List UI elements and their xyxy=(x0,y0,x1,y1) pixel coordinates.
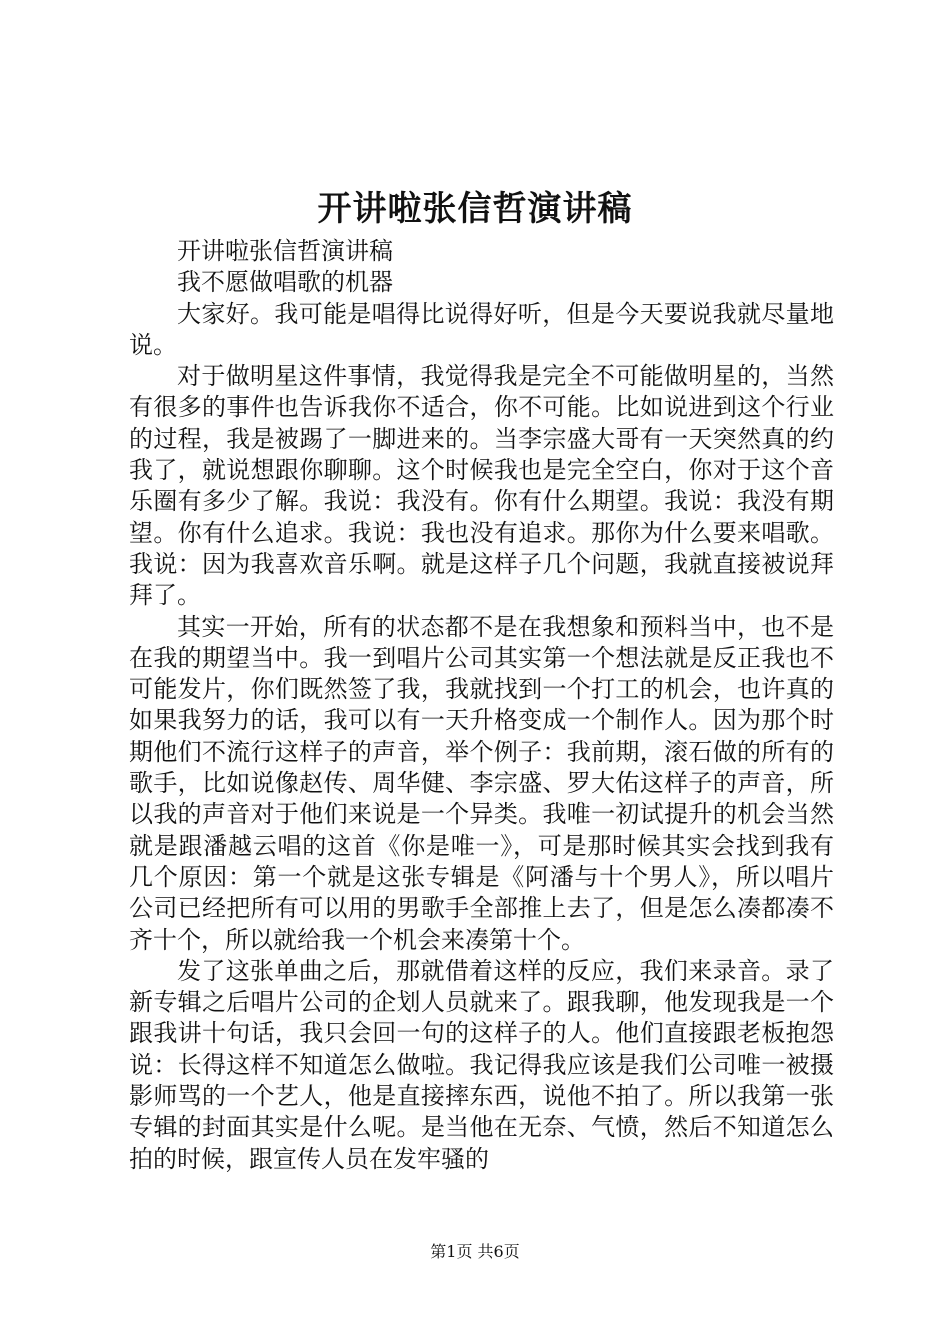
page-footer: 第1页 共6页 xyxy=(430,1242,520,1261)
document-body xyxy=(129,236,834,1175)
paragraph: 其实一开始，所有的状态都不是在我想象和预料当中，也不是在我的期望当中。我一到唱片公司其实第一个想法就是反正我也不可能发片，你们既然签了我，我就找到一个打工的机会，也许真的如果我努力的话，我可以有一天升格变成一个制作人。因为那个时期他们不流行这样子的声音，举个例子：我前期，滚石做的所有的歌手，比如说像赵传、周华健、李宗盛、罗大佑这样子的声音，所以我的声音对于他们来说是一个异类。我唯一初试提升的机会当然就是跟潘越云唱的这首《你是唯一》，可是那时候其实会找到我有几个原因：第一个就是这张专辑是《阿潘与十个男人》，所以唱片公司已经把所有可以用的男歌手全部推上去了，但是怎么凑都凑不齐十个，所以就给我一个机会来凑第十个。 xyxy=(129,612,834,954)
paragraph: 我不愿做唱歌的机器 xyxy=(177,268,393,297)
paragraph: 开讲啦张信哲演讲稿 xyxy=(177,237,393,265)
paragraph: 对于做明星这件事情，我觉得我是完全不可能做明星的，当然有很多的事件也告诉我你不适合，你不可能。比如说进到这个行业的过程，我是被踢了一脚进来的。当李宗盛大哥有一天突然真的约我了，就说想跟你聊聊。这个时候我也是完全空白，你对于这个音乐圈有多少了解。我说：我没有。你有什么期望。我说：我没有期望。你有什么追求。我说：我也没有追求。那你为什么要来唱歌。我说：因为我喜欢音乐啊。就是这样子几个问题，我就直接被说拜拜了。 xyxy=(129,362,834,610)
paragraph: 大家好。我可能是唱得比说得好听，但是今天要说我就尽量地说。 xyxy=(129,299,834,359)
document-title: 开讲啦张信哲演讲稿 xyxy=(317,189,633,229)
paragraph: 发了这张单曲之后，那就借着这样的反应，我们来录音。录了新专辑之后唱片公司的企划人员就来了。跟我聊，他发现我是一个跟我讲十句话，我只会回一句的这样子的人。他们直接跟老板抱怨说：长得这样不知道怎么做啦。我记得我应该是我们公司唯一被摄影师骂的一个艺人，他是直接摔东西，说他不拍了。所以我第一张专辑的封面其实是什么呢。是当他在无奈、气愤，然后不知道怎么拍的时候，跟宣传人员在发牢骚的 xyxy=(129,956,834,1173)
